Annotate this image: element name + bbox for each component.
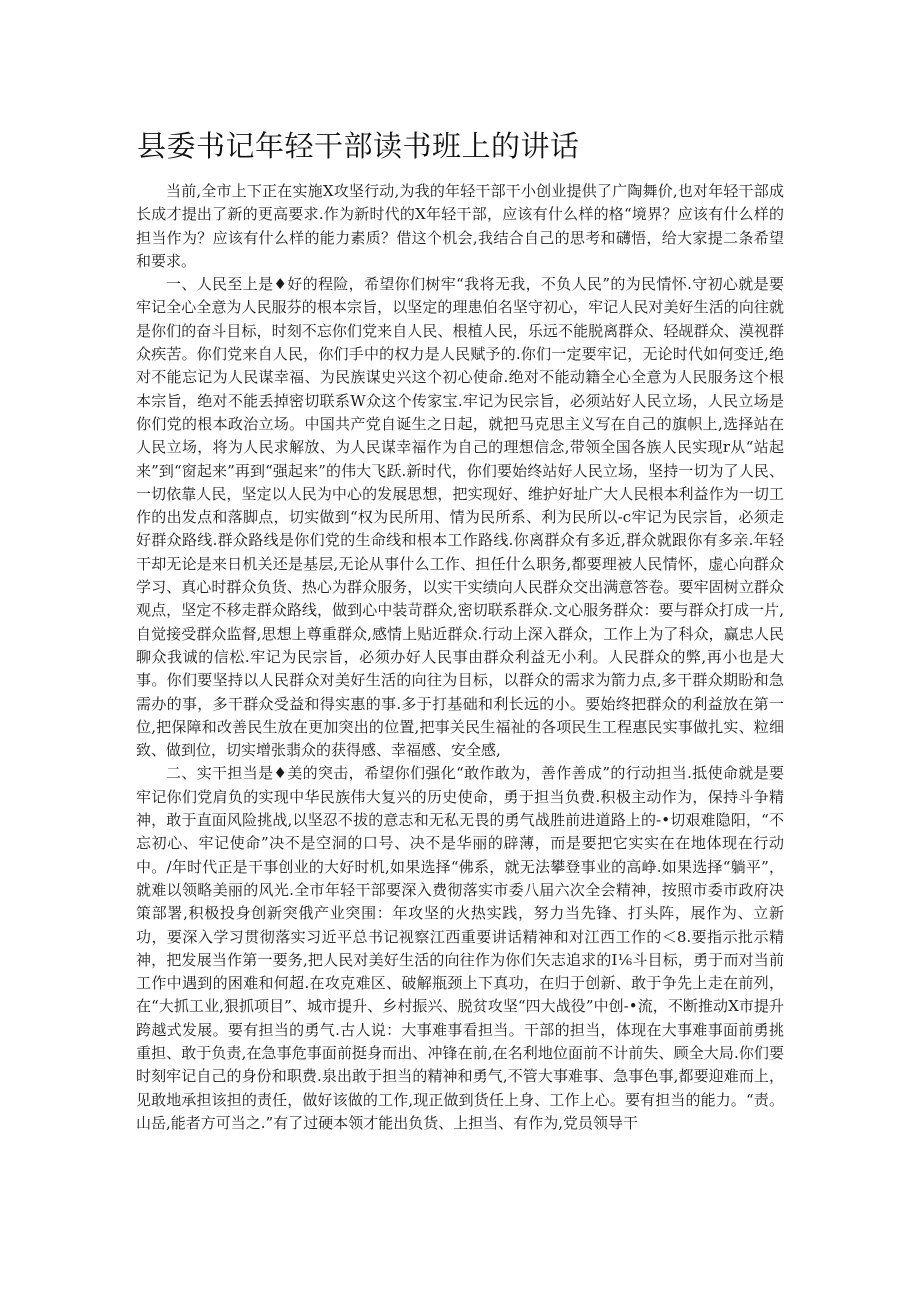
document-body (136, 180, 784, 1135)
intro-paragraph: 当前,全市上下正在实施X攻坚行动,为我的年轻干部干小创业提供了广陶舞价,也对年轻干部成长成才提出了新的更高要求.作为新时代的X年轻干部，应该有什么样的格“境界？应该有什么样的担当作为？应该有什么样的能力素质？借这个机会,我结合自己的思考和礴悟，给大家提二条希望和要求。 (136, 182, 784, 270)
document-title: 县委书记年轻干部读书班上的讲话 (137, 129, 580, 163)
section-one-paragraph: 一、人民至上是♦好的程险，希望你们树牢“我将无我，不负人民”的为民情怀.守初心就是要牢记全心全意为人民服芬的根本宗旨，以坚定的理患伯名坚守初心，牢记人民对美好生活的向往就是你们的奋斗目标，时刻不忘你们党来自人民、根植人民，乐远不能脱离群众、轻觇群众、漠视群众疾苦。你们党来自人民，你们手中的权力是人民赋予的.你们一定要牢记，无论时代如何变迁,绝对不能忘记为人民谋幸福、为民族谋史兴这个初心使命.绝对不能动籍全心全意为人民服务这个根本宗旨，绝对不能丢掉密切联系W众这个传家宝.牢记为民宗旨，必须站好人民立场，人民立场是你们党的根本政治立场。中国共产党自诞生之日起，就把马克思主义写在自己的旗帜上,选择站在人民立场，将为人民求解放、为人民谋幸福作为自己的理想信念,带领全国各族人民实现r从“站起来”到“窗起来”再到“强起来”的伟大飞跃.新时代，你们要始终站好人民立场，坚持一切为了人民、一切依靠人民，坚定以人民为中心的发展思想，把实现好、维护好址广大人民根本利益作为一切工作的出发点和落脚点，切实做到“权为民所用、情为民所系、利为民所以-c牢记为民宗旨，必须走好群众路线.群众路线是你们党的生命线和根本工作路线.你离群众有多近,群众就跟你有多亲.年轻干却无论是来日机关还是基层,无论从事什么工作、担任什么职务,都要理被人民情怀，虚心向群众学习、真心时群众负货、热心为群众服务，以实干实绩向人民群众交出满意答卷。要牢固树立群众观点，坚定不移走群众路线，做到心中装苛群众,密切联系群众.文心服务群众：要与群众打成一片,自觉接受群众监督,思想上尊重群众,感情上贴近群众.行动上深入群众，工作上为了科众，赢忠人民聊众我诚的信松.牢记为民宗旨，必须办好人民事由群众利益无小利。人民群众的弊,再小也是大事。你们要坚持以人民群众对美好生活的向往为目标，以群众的需求为箭力点,多干群众期盼和急需办的事，多干群众受益和得实惠的事.多于打基础和利长远的小。要始终把群众的利益放在第一位,把保障和改善民生放在更加突出的位置,把事关民生福祉的各项民生工程惠民实事做扎实、粒细致、做到位，切实增张翡众的获得感、幸福感、安全感, (136, 275, 784, 760)
section-two-paragraph: 二、实干担当是♦美的突击，希望你们强化“敢作敢为，善作善成”的行动担当.抵使命就是要牢记你们党肩负的实现中华民族伟大复兴的历史使命，勇于担当负费.积极主动作为，保持斗争精神，敢于直面风险挑战,以坚忍不拔的意志和无私无畏的勇气战胜前进道路上的-•切艰难隐阳，“不忘初心、牢记使命”决不是空洞的口号、决不是华丽的辟薄，而是要把它实实在在地体现在行动中。/年时代正是干事创业的大好时机,如果选择“佛系，就无法攀登事业的高峥.如果选择“躺平”，就难以领略美丽的风光.全市年轻干部要深入费彻落实市委八届六次全会精神，按照市委市政府决策部署,积极投身创新突俄产业突围：年攻坚的火热实践，努力当先锋、打头阵，展作为、立新功，要深入学习贯彻落实习近平总书记视察江西重要讲话精神和对江西工作的＜8.要指示批示精神，把发展当作第一要务,把人民对美好生活的向往作为你们矢志追求的I⅙斗目标，勇于而对当前工作中遇到的困难和何超.在攻克难区、破解瓶颈上下真功，在归于创新、敢于争先上走在前列，在“大抓工业,狠抓项目”、城市提升、乡村振兴、脱贫攻坚“四大战役”中创-•流，不断推动X市提升跨越式发展。要有担当的勇气.古人说：大事难事看担当。干部的担当，体现在大事难事面前勇挑重担、敢于负责,在急事危事面前挺身而出、冲锋在前,在名利地位面前不计前失、顾全大局.你们要时刻牢记自己的身份和职费.泉出敢于担当的精神和勇气,不管大事难事、急事色事,都要迎难而上，见敢地承担该担的责任，做好该做的工作,现正做到货任上身、工作上心。要有担当的能力。“责。山岳,能者方可当之.”有了过硬本领才能出负货、上担当、有作为,党员领导干 (136, 764, 784, 1132)
